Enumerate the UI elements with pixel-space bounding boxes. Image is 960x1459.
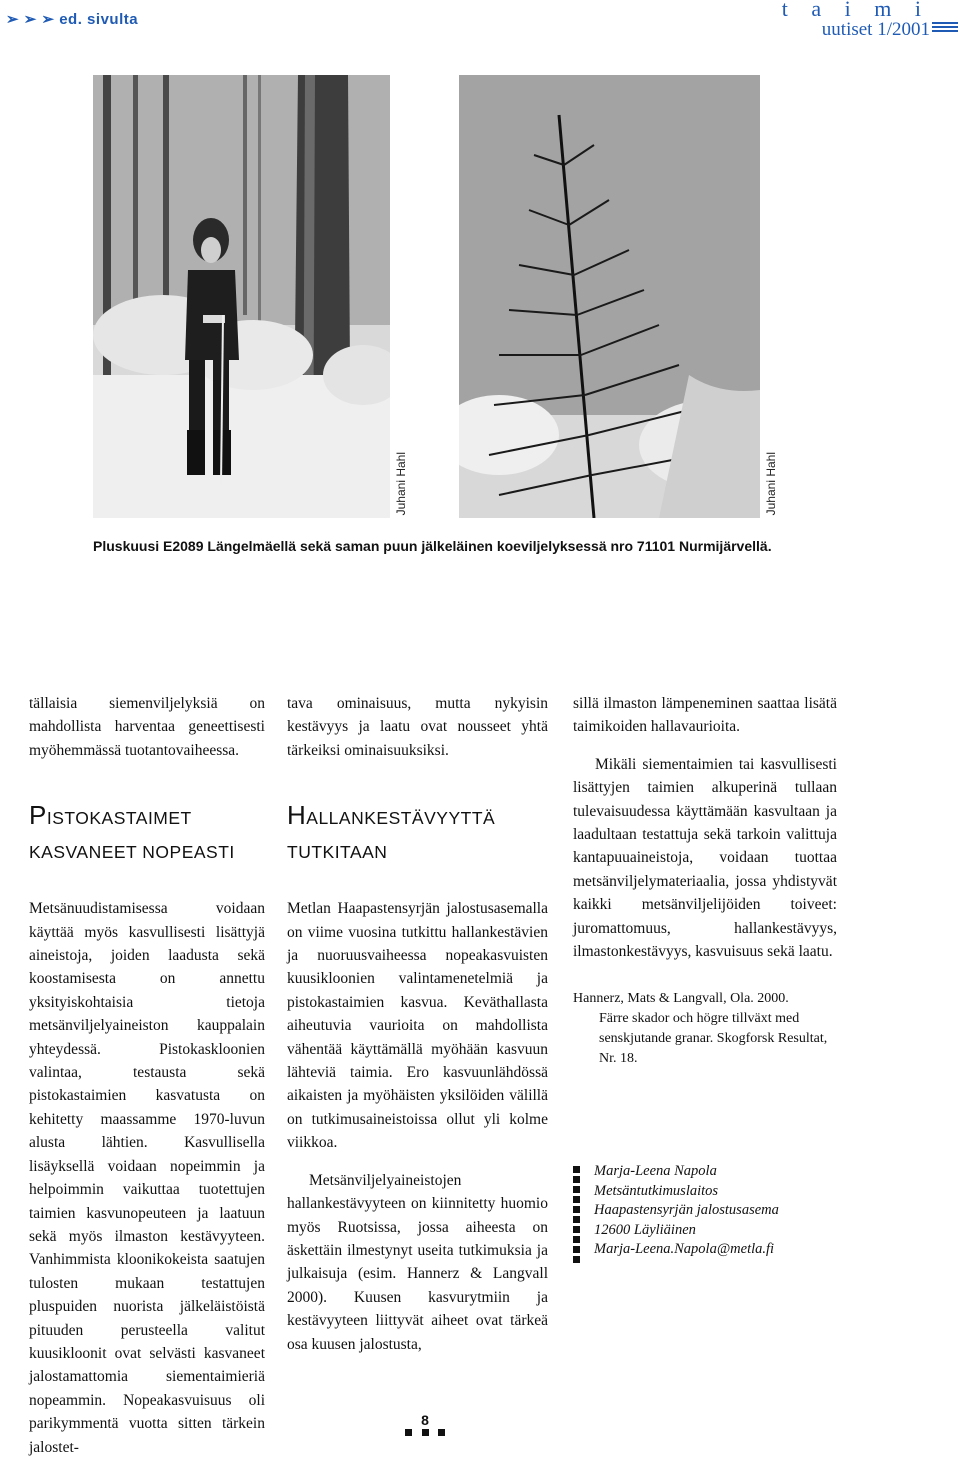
masthead [782, 0, 930, 40]
issue-label: uutiset 1/2001 [821, 19, 930, 40]
column-2-paragraph-1: Metlan Haapastensyrjän jalostusasemalla on viime vuosina tutkittu hallankestävien ja nuoruusvaiheessa nopeakasvuisten kuusikloonien valintamenetelmiä ja pistokastaimien kasvua. Keväthallasta aiheutuvia vaurioita on mahdollista vähentää käyttämällä myöhään kasvuun lähteviä taimia. Ero kasvuunlähdössä aikaisten ja myöhäisten yksilöiden välillä on tutkimusaineistoissa ollut yli kolme viikkoa. [287, 900, 548, 1152]
column-2-intro: tava ominaisuus, mutta nykyisin kestävyys ja laatu ovat nousseet yhtä tärkeiksi ominaisuuksiksi. [287, 695, 548, 759]
photo-woman-in-snow-forest [93, 75, 390, 518]
reference-title: Färre skador och högre tillväxt med senskjutande granar. Skogforsk Resultat, Nr. 18. [599, 1011, 828, 1067]
previous-page-label: ed. sivulta [59, 11, 139, 28]
section-heading-pistokastaimet: PISTOKASTAIMET KASVANEET NOPEASTI [29, 800, 235, 863]
author-station: Haapastensyrjän jalostusasema [594, 1202, 779, 1218]
photo-woman-in-snow-forest-image [93, 75, 390, 518]
photo-caption: Pluskuusi E2089 Längelmäellä sekä saman puun jälkeläinen koeviljelyksessä nro 71101 Nurmijärvellä. [93, 538, 772, 554]
section-heading-hallankestavyytta: HALLANKESTÄVYYTTÄ TUTKITAAN [287, 800, 496, 863]
column-3 [573, 692, 837, 1069]
masthead-lines-decoration [932, 22, 958, 36]
photo-young-spruce-image [459, 75, 760, 518]
previous-page-link[interactable] [6, 10, 138, 28]
photo-credit-left: Juhani Hahl [394, 452, 408, 516]
author-block [594, 1162, 834, 1260]
page-number: 8 [421, 1412, 429, 1428]
column-1-body: Metsänuudistamisessa voidaan käyttää myös kasvullisesti lisättyjä aineistoja, joiden laadusta sekä koostamisesta on annettu yksityiskohtaisia tietoja metsänviljelyaineiston kauppalain yhteydessä. Pistokaskloonien valintaa, testausta sekä pistokastaimien kasvatusta on kehitetty maassamme 1970-luvun alusta lähtien. Kasvullisella lisäyksellä voidaan nopeimmin ja helpoimmin vaikuttaa tuotettujen taimien kasvunopeuteen ja laatuun sekä myös ilmaston kestävyyteen. Vanhimmista kloonikokeista saatujen tulosten mukaan testattujen pluspuiden nuorista jälkeläistöistä pituuden perusteella valitut kuusikloonit ovat selvästi kasvaneet jalostamattomia siementaimieriä nopeammin. Nopeakasvuisuus oli parikymmentä vuotta sitten tärkein jalostet- [29, 900, 265, 1456]
column-2 [287, 692, 548, 1356]
author-organization: Metsäntutkimuslaitos [594, 1182, 719, 1199]
brand-name: t a i m i [781, 0, 930, 21]
reference-authors: Hannerz, Mats & Langvall, Ola. 2000. [573, 991, 789, 1007]
column-3-paragraph: Mikäli siementaimien tai kasvullisesti lisättyjen taimien alkuperinä tullaan tulevaisuudessa käyttämään kasvultaan ja laadultaan testattuja sekä tarkoin valittuja kantapuuaineistoja, voidaan tuottaa metsänviljelymateriaalia, jossa yhdistyvät kaikki metsänviljelijöiden toiveet: juromattomuus, hallankestävyys, ilmastonkestävyys, kasvuisuus sekä laatu. [573, 755, 837, 961]
photo-credit-right: Juhani Hahl [764, 452, 778, 516]
author-email-link[interactable]: Marja-Leena.Napola@metla.fi [594, 1241, 775, 1257]
reference [573, 989, 837, 1069]
author-bullets [573, 1166, 581, 1266]
author-postal-address: 12600 Läyliäinen [594, 1221, 696, 1238]
page-number-decoration [405, 1429, 445, 1437]
photo-young-spruce [459, 75, 760, 518]
column-1-intro: tällaisia siemenviljelyksiä on mahdollista harventaa geneettisesti myöhemmässä tuotantovaiheessa. [29, 695, 265, 759]
arrow-icons: ➢ ➢ ➢ [6, 11, 55, 28]
author-name: Marja-Leena Napola [594, 1163, 717, 1179]
column-2-paragraph-2: Metsänviljelyaineistojen hallankestävyyteen on kiinnitetty huomio myös Ruotsissa, jossa aiheesta on äskettäin ilmestynyt useita tutkimuksia ja julkaisuja (esim. Hannerz & Langvall 2000). Kuusen kasvurytmiin ja kestävyyteen liittyvät aiheet ovat tärkeä osa kuusen jalostusta, [287, 1171, 548, 1353]
column-3-intro: sillä ilmaston lämpeneminen saattaa lisätä taimikoiden hallavaurioita. [573, 695, 837, 736]
column-1 [29, 692, 265, 1459]
